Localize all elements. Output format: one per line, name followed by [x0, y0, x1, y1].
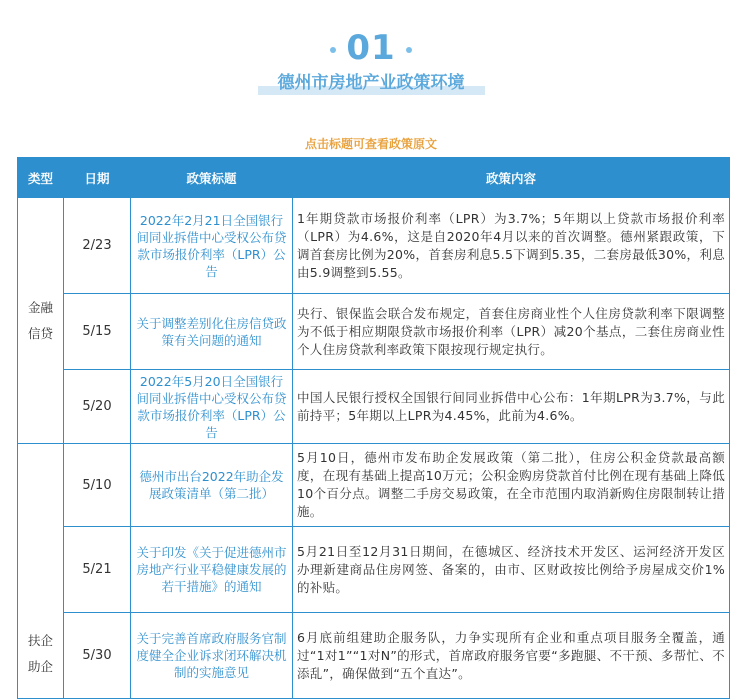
col-header-type: 类型 [18, 158, 64, 198]
policy-content: 央行、银保监会联合发布规定，首套住房商业性个人住房贷款利率下限调整为不低于相应期限贷款市场报价利率（LPR）减20个基点，二套住房商业性个人住房贷款利率政策下限按现行规定执行。 [293, 294, 730, 370]
policy-table [17, 157, 730, 699]
table-row [18, 527, 730, 613]
date-cell: 5/21 [64, 527, 131, 613]
date-cell: 2/23 [64, 198, 131, 294]
section-title [272, 72, 471, 94]
policy-content: 6月底前组建助企服务队，力争实现所有企业和重点项目服务全覆盖，通过“1对1”“1对N”的形式，首席政府服务官要“多跑腿、不干预、多帮忙、不添乱”，确保做到“五个直达”。 [293, 613, 730, 699]
table-row [18, 370, 730, 444]
policy-content: 1年期贷款市场报价利率（LPR）为3.7%；5年期以上贷款市场报价利率（LPR）为4.6%，这是自2020年4月以来的首次调整。德州紧跟政策，下调首套房比例为20%，首套房利息5.5下调到5.35，二套房最低30%，利息由5.9调整到5.55。 [293, 198, 730, 294]
date-cell: 5/10 [64, 444, 131, 527]
dot-right-icon [406, 47, 412, 53]
date-cell: 5/15 [64, 294, 131, 370]
type-cell-enterprise [18, 444, 64, 699]
section-number [0, 28, 742, 68]
table-row [18, 444, 730, 527]
type-label-finance: 金融 信贷 [27, 299, 53, 341]
policy-title-link[interactable]: 关于印发《关于促进德州市房地产行业平稳健康发展的若干措施》的通知 [131, 527, 293, 613]
date-cell: 5/30 [64, 613, 131, 699]
section-number-text: 01 [346, 28, 396, 68]
policy-title-link[interactable]: 德州市出台2022年助企发展政策清单（第二批） [131, 444, 293, 527]
policy-title-link[interactable]: 关于调整差别化住房信贷政策有关问题的通知 [131, 294, 293, 370]
policy-content: 中国人民银行授权全国银行间同业拆借中心公布：1年期LPR为3.7%，与此前持平；5年期以上LPR为4.45%，此前为4.6%。 [293, 370, 730, 444]
col-header-date: 日期 [64, 158, 131, 198]
policy-title-link[interactable]: 2022年5月20日全国银行间同业拆借中心受权公布贷款市场报价利率（LPR）公告 [131, 370, 293, 444]
dot-left-icon [330, 47, 336, 53]
table-row [18, 294, 730, 370]
section-title-text: 德州市房地产业政策环境 [277, 73, 465, 93]
policy-content: 5月21日至12月31日期间，在德城区、经济技术开发区、运河经济开发区办理新建商品住房网签、备案的，由市、区财政按比例给予房屋成交价1%的补贴。 [293, 527, 730, 613]
policy-title-link[interactable]: 关于完善首席政府服务官制度健全企业诉求闭环解决机制的实施意见 [131, 613, 293, 699]
col-header-content: 政策内容 [293, 158, 730, 198]
col-header-title: 政策标题 [131, 158, 293, 198]
type-label-enterprise: 扶企 助企 [27, 633, 53, 674]
click-hint: 点击标题可查看政策原文 [304, 137, 437, 151]
table-row [18, 198, 730, 294]
policy-title-link[interactable]: 2022年2月21日全国银行间同业拆借中心受权公布贷款市场报价利率（LPR）公告 [131, 198, 293, 294]
table-row [18, 613, 730, 699]
type-cell-finance [18, 198, 64, 444]
date-cell: 5/20 [64, 370, 131, 444]
policy-content: 5月10日，德州市发布助企发展政策（第二批），住房公积金贷款最高额度，在现有基础上提高10万元；公积金购房贷款首付比例在现有基础上降低10个百分点。调整二手房交易政策，在全市范围内取消新购住房限制转让措施。 [293, 444, 730, 527]
table-header-row [18, 158, 730, 198]
section-header [0, 0, 742, 100]
